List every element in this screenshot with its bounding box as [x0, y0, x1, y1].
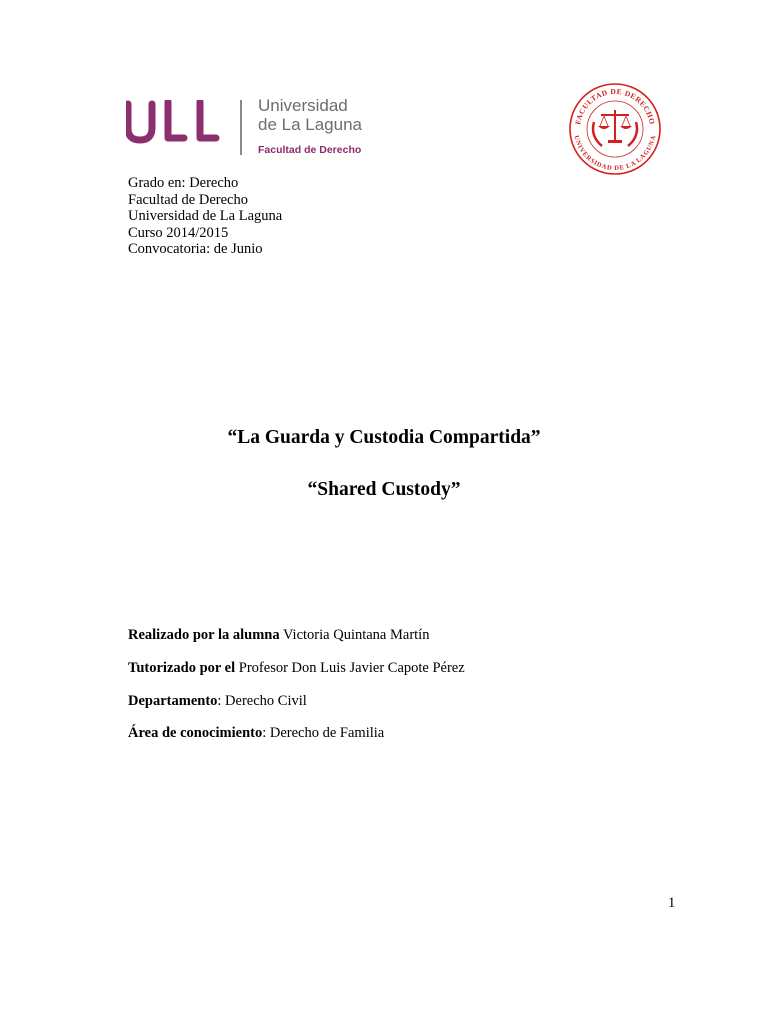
logo-faculty-name: Facultad de Derecho — [258, 144, 362, 156]
university-name — [258, 96, 362, 134]
credit-area — [128, 725, 465, 743]
logo-divider — [240, 100, 242, 155]
info-grado: Grado en: Derecho — [128, 175, 239, 191]
ull-logo-letters — [126, 100, 226, 144]
university-name-line2: de La Laguna — [258, 115, 362, 134]
title-english: “Shared Custody” — [307, 479, 461, 500]
faculty-seal — [568, 82, 662, 176]
info-universidad: Universidad de La Laguna — [128, 208, 283, 225]
credit-author — [128, 627, 465, 645]
info-curso: Curso 2014/2015 — [128, 224, 229, 241]
credit-area-label: Área de conocimiento — [128, 725, 263, 742]
credit-department-value: : Derecho Civil — [217, 692, 307, 709]
course-info — [128, 175, 282, 258]
seal-text-bottom: UNIVERSIDAD DE LA LAGUNA — [572, 134, 658, 173]
scales-of-justice-icon — [593, 110, 637, 146]
credit-author-label: Realizado por la alumna — [128, 627, 280, 643]
credits-block — [128, 627, 465, 758]
credit-department — [128, 693, 465, 711]
credit-department-label: Departamento — [128, 692, 218, 709]
seal-text-top: FACULTAD DE DERECHO — [573, 86, 657, 126]
credit-tutor-value: Profesor Don Luis Javier Capote Pérez — [235, 659, 465, 676]
credit-area-value: : Derecho de Familia — [262, 725, 385, 742]
university-name-line1: Universidad — [258, 96, 348, 115]
credit-tutor-label: Tutorizado por el — [128, 659, 236, 676]
page-number: 1 — [668, 895, 676, 911]
credit-author-value: Victoria Quintana Martín — [279, 627, 430, 643]
info-convocatoria: Convocatoria: de Junio — [128, 241, 263, 258]
title-spanish: “La Guarda y Custodia Compartida” — [227, 427, 541, 448]
ull-logo — [126, 96, 386, 162]
credit-tutor — [128, 660, 465, 678]
info-facultad: Facultad de Derecho — [128, 191, 248, 208]
